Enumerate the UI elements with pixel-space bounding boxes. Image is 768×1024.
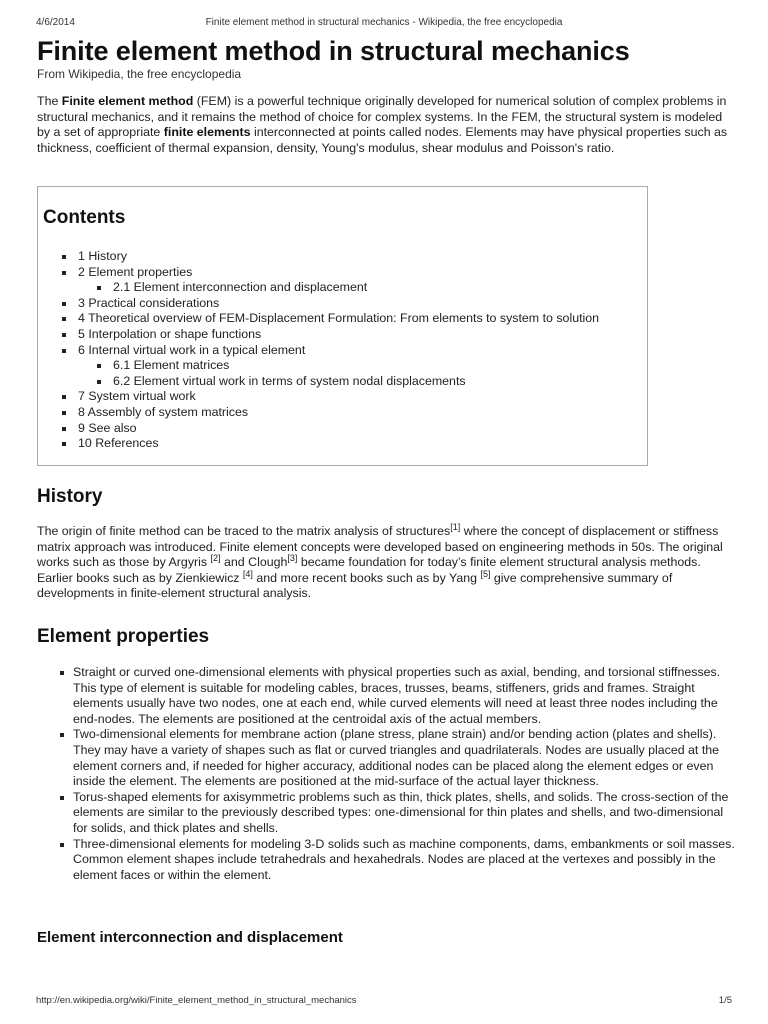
page-subtitle: From Wikipedia, the free encyclopedia bbox=[37, 67, 242, 81]
print-header-title: Finite element method in structural mechanics - Wikipedia, the free encyclopedia bbox=[205, 17, 563, 28]
toc-item-references[interactable]: 10 References bbox=[38, 436, 599, 452]
element-properties-list bbox=[37, 665, 737, 883]
print-header-date: 4/6/2014 bbox=[36, 17, 75, 28]
history-paragraph: The origin of finite method can be traced to the matrix analysis of structures[1] where the concept of displacement or stiffness matrix approach was introduced. Finite element concepts were developed based on engineering methods in 50s. The original works such as those by Argyris [2] and Clough[3] became foundation for today’s finite element structural analysis methods. Earlier books such as by Zienkiewicz [4] and more recent books such as by Yang [5] give comprehensive summary of developments in finite-element structural analysis. bbox=[37, 521, 723, 601]
toc-item-practical-considerations[interactable]: 3 Practical considerations bbox=[38, 296, 599, 312]
citation-2[interactable]: [2] bbox=[210, 553, 221, 564]
toc-item-element-properties[interactable]: 2 Element properties bbox=[38, 265, 599, 281]
list-item: Two-dimensional elements for membrane action (plane stress, plane strain) and/or bending action (plates and shells). They may have a variety of shapes such as flat or curved triangles and quadrilaterals. Nodes are usually placed at the element corners and, if needed for higher accuracy, additional nodes can be placed along the element edges or even inside the element. The elements are positioned at the mid-surface of the actual layer thickness. bbox=[37, 727, 737, 789]
citation-3[interactable]: [3] bbox=[287, 553, 298, 564]
print-footer-page: 1/5 bbox=[718, 995, 732, 1006]
print-footer-url: http://en.wikipedia.org/wiki/Finite_element_method_in_structural_mechanics bbox=[36, 995, 357, 1006]
toc-item-system-virtual-work[interactable]: 7 System virtual work bbox=[38, 389, 599, 405]
list-item: Torus-shaped elements for axisymmetric problems such as thin, thick plates, shells, and solids. The cross-section of the elements are similar to the previously described types: one-dimensional for thin plates and shells, and two-dimensional for solids, and thick plates and shells. bbox=[37, 790, 737, 837]
toc-item-theoretical-overview[interactable]: 4 Theoretical overview of FEM-Displacement Formulation: From elements to system to solution bbox=[38, 311, 599, 327]
citation-5[interactable]: [5] bbox=[480, 568, 491, 579]
toc-item-element-interconnection[interactable]: 2.1 Element interconnection and displacement bbox=[38, 280, 599, 296]
toc-item-interpolation[interactable]: 5 Interpolation or shape functions bbox=[38, 327, 599, 343]
toc-item-element-virtual-work[interactable]: 6.2 Element virtual work in terms of system nodal displacements bbox=[38, 374, 599, 390]
toc-item-history[interactable]: 1 History bbox=[38, 249, 599, 265]
section-heading-element-properties: Element properties bbox=[37, 626, 210, 647]
page-title: Finite element method in structural mechanics bbox=[37, 36, 630, 66]
section-heading-history: History bbox=[37, 486, 103, 507]
intro-bold-term-2: finite elements bbox=[163, 125, 251, 139]
intro-paragraph: The Finite element method (FEM) is a powerful technique originally developed for numerical solution of complex problems in structural mechanics, and it remains the method of choice for complex systems. In the FEM, the structural system is modeled by a set of appropriate finite elements interconnected at points called nodes. Elements may have physical properties such as thickness, coefficient of thermal expansion, density, Young's modulus, shear modulus and Poisson's ratio. bbox=[37, 94, 728, 155]
toc-item-element-matrices[interactable]: 6.1 Element matrices bbox=[38, 358, 599, 374]
subsection-heading-interconnection: Element interconnection and displacement bbox=[37, 929, 343, 946]
list-item: Three-dimensional elements for modeling 3-D solids such as machine components, dams, embankments or soil masses. Common element shapes include tetrahedrals and hexahedrals. Nodes are placed at the vertexes and possibly in the element faces or within the element. bbox=[37, 837, 737, 884]
table-of-contents bbox=[37, 186, 648, 466]
citation-4[interactable]: [4] bbox=[242, 568, 253, 579]
toc-item-assembly[interactable]: 8 Assembly of system matrices bbox=[38, 405, 599, 421]
toc-title: Contents bbox=[43, 207, 126, 228]
toc-list bbox=[38, 249, 599, 452]
list-item: Straight or curved one-dimensional elements with physical properties such as axial, bending, and torsional stiffnesses. This type of element is suitable for modeling cables, braces, trusses, beams, stiffeners, grids and frames. Straight elements usually have two nodes, one at each end, while curved elements will need at least three nodes including the end-nodes. The elements are positioned at the centroidal axis of the actual members. bbox=[37, 665, 737, 727]
intro-bold-term: Finite element method bbox=[61, 94, 194, 108]
toc-item-internal-virtual-work[interactable]: 6 Internal virtual work in a typical element bbox=[38, 343, 599, 359]
citation-1[interactable]: [1] bbox=[450, 521, 461, 532]
toc-item-see-also[interactable]: 9 See also bbox=[38, 421, 599, 437]
